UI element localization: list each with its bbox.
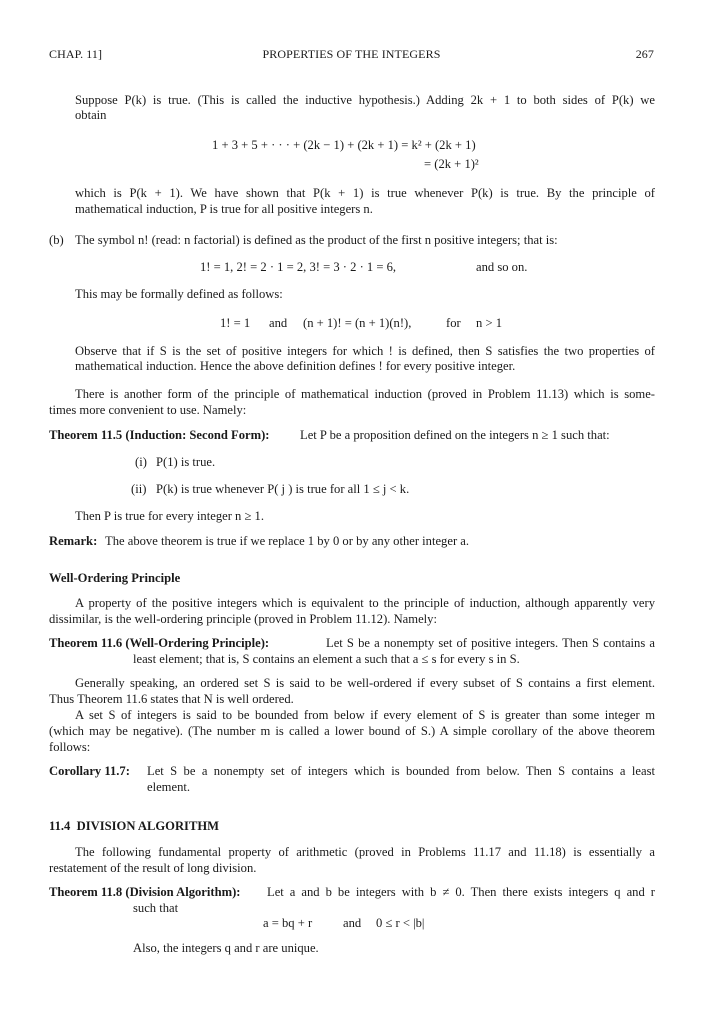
another-form-line-2: times more convenient to use. Namely: xyxy=(49,403,247,417)
well-ordering-p3-line-3: follows: xyxy=(49,740,91,754)
part-b-line-1: The symbol n! (read: n factorial) is defined as the product of the first n positive integers; that is: xyxy=(75,233,558,247)
division-uniqueness: Also, the integers q and r are unique. xyxy=(133,941,319,955)
theorem-11-6-heading: Theorem 11.6 (Well-Ordering Principle): xyxy=(49,636,270,650)
factorial-and: and xyxy=(269,316,288,330)
corollary-11-7-heading: Corollary 11.7: xyxy=(49,764,130,778)
factorial-for: for xyxy=(446,316,461,330)
well-ordering-p2-line-2: Thus Theorem 11.6 states that N is well ordered. xyxy=(49,692,294,706)
factorial-examples: 1! = 1, 2! = 2 · 1 = 2, 3! = 3 · 2 · 1 = 6, xyxy=(200,260,397,274)
theorem-11-6-line-2: least element; that is, S contains an element a such that a ≤ s for every s in S. xyxy=(133,652,520,666)
theorem-11-5-conclusion: Then P is true for every integer n ≥ 1. xyxy=(75,509,264,523)
corollary-11-7-line-2: element. xyxy=(147,780,191,794)
page-number: 267 xyxy=(635,47,654,61)
theorem-11-5-item-2: P(k) is true whenever P( j ) is true for all 1 ≤ j < k. xyxy=(156,482,410,496)
theorem-11-8-heading: Theorem 11.8 (Division Algorithm): xyxy=(49,885,241,899)
division-p1-line-1: The following fundamental property of arithmetic (proved in Problems 11.17 and 11.18) is essentially a xyxy=(75,845,655,859)
division-equation-and: and xyxy=(343,916,362,930)
part-a-line-2: obtain xyxy=(75,108,107,122)
equation-sum: 1 + 3 + 5 + · · · + (2k − 1) + (2k + 1) = k² + (2k + 1) xyxy=(212,138,476,152)
another-form-line-1: There is another form of the principle of mathematical induction (proved in Problem 11.13) which is some- xyxy=(75,387,655,401)
well-ordering-p1-line-2: dissimilar, is the well-ordering principle (proved in Problem 11.12). Namely: xyxy=(49,612,437,626)
theorem-11-5-heading: Theorem 11.5 (Induction: Second Form): xyxy=(49,428,270,442)
well-ordering-section-title: Well-Ordering Principle xyxy=(49,571,181,585)
observe-line-2: mathematical induction. Hence the above definition defines ! for every positive integer. xyxy=(75,359,516,373)
theorem-11-8-line-1: Let a and b be integers with b ≠ 0. Then there exists integers q and r xyxy=(267,885,655,899)
factorial-recursive: (n + 1)! = (n + 1)(n!), xyxy=(303,316,412,330)
running-title: PROPERTIES OF THE INTEGERS xyxy=(262,47,441,61)
observe-line-1: Observe that if S is the set of positive integers for which ! is defined, then S satisfies the two properties of xyxy=(75,344,655,358)
part-a-line-1: Suppose P(k) is true. (This is called the inductive hypothesis.) Adding 2k + 1 to both sides of P(k) we xyxy=(75,93,655,107)
remark-text: The above theorem is true if we replace 1 by 0 or by any other integer a. xyxy=(105,534,470,548)
theorem-11-8-line-2: such that xyxy=(133,901,179,915)
theorem-11-5-item-2-label: (ii) xyxy=(131,482,147,496)
factorial-condition: n > 1 xyxy=(476,316,502,330)
theorem-11-5-item-1: P(1) is true. xyxy=(156,455,216,469)
equation-square: = (2k + 1)² xyxy=(424,157,479,171)
division-remainder-bound: 0 ≤ r < |b| xyxy=(376,916,425,930)
well-ordering-p3-line-2: (which may be negative). (The number m is called a lower bound of S.) A simple corollary of the above theorem xyxy=(49,724,655,738)
well-ordering-p2-line-1: Generally speaking, an ordered set S is said to be well-ordered if every subset of S contains a first element. xyxy=(75,676,655,690)
division-equation: a = bq + r xyxy=(263,916,313,930)
theorem-11-5-item-1-label: (i) xyxy=(135,455,147,469)
factorial-base: 1! = 1 xyxy=(220,316,251,330)
chapter-label: CHAP. 11] xyxy=(49,47,103,61)
part-a-line-3: which is P(k + 1). We have shown that P(k + 1) is true whenever P(k) is true. By the principle of xyxy=(75,186,655,200)
part-a-line-4: mathematical induction, P is true for all positive integers n. xyxy=(75,202,373,216)
formal-intro: This may be formally defined as follows: xyxy=(75,287,283,301)
well-ordering-p3-line-1: A set S of integers is said to be bounded from below if every element of S is greater than some integer m xyxy=(75,708,655,722)
division-p1-line-2: restatement of the result of long division. xyxy=(49,861,257,875)
factorial-examples-tail: and so on. xyxy=(476,260,528,274)
theorem-11-6-line-1: Let S be a nonempty set of positive integers. Then S contains a xyxy=(326,636,655,650)
division-section-title: 11.4 DIVISION ALGORITHM xyxy=(49,819,220,833)
well-ordering-p1-line-1: A property of the positive integers which is equivalent to the principle of induction, although apparently very xyxy=(75,596,655,610)
theorem-11-5-statement: Let P be a proposition defined on the integers n ≥ 1 such that: xyxy=(300,428,610,442)
corollary-11-7-line-1: Let S be a nonempty set of integers which is bounded from below. Then S contains a least xyxy=(147,764,655,778)
remark-heading: Remark: xyxy=(49,534,98,548)
part-b-label: (b) xyxy=(49,233,64,247)
